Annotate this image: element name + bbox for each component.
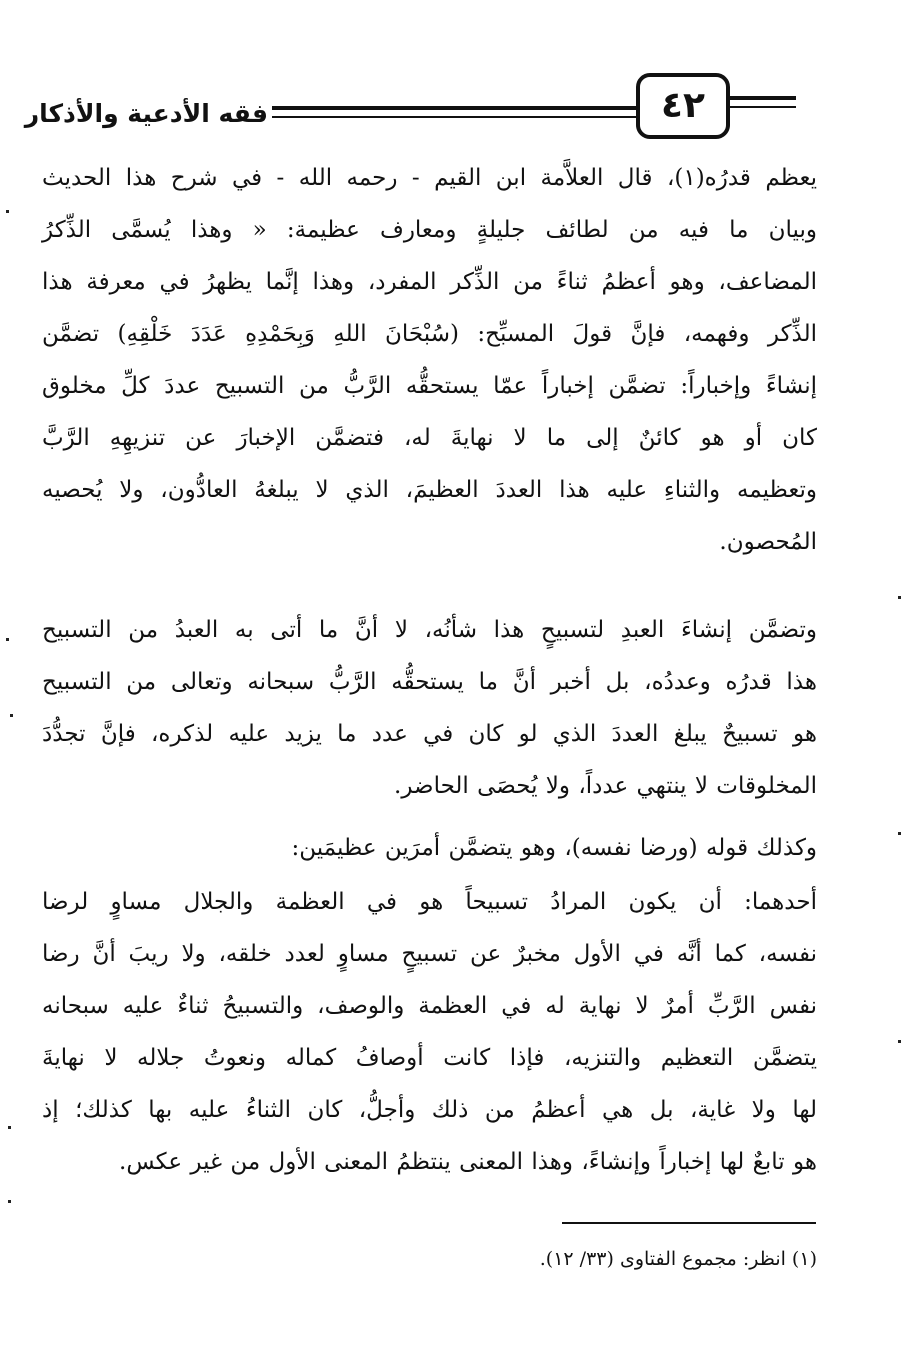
scan-speck — [8, 1200, 11, 1203]
text-line: المضاعف، وهو أعظمُ ثناءً من الذِّكر المفرد، وهذا إنَّما يظهرُ في معرفة هذا — [42, 269, 817, 295]
text-line: وتضمَّن إنشاءَ العبدِ لتسبيحٍ هذا شأنُه، لا أنَّ ما أتى به العبدُ من التسبيح — [42, 617, 817, 643]
running-header-title: فقه الأدعية والأذكار — [24, 99, 268, 128]
text-line: هو تابعٌ لها إخباراً وإنشاءً، وهذا المعنى ينتظمُ المعنى الأول من غير عكس. — [119, 1149, 817, 1175]
scan-speck — [10, 714, 13, 717]
scan-speck — [6, 638, 9, 641]
footnote: (١) انظر: مجموع الفتاوى (٣٣/ ١٢). — [539, 1248, 817, 1270]
text-line: يتضمَّن التعظيم والتنزيه، فإذا كانت أوصافُ كماله ونعوتُ جلاله لا نهايةَ — [42, 1045, 817, 1071]
header-rule-right-top — [730, 96, 796, 100]
text-line: المخلوقات لا ينتهي عدداً، ولا يُحصَى الحاضر. — [394, 773, 817, 799]
text-line: هذا قدرُه وعددُه، بل أخبر أنَّ ما يستحقُّه الرَّبُّ سبحانه وتعالى من التسبيح — [42, 669, 817, 695]
text-line: نفسه، كما أنَّه في الأول مخبرٌ عن تسبيحٍ مساوٍ لعدد خلقه، ولا ريبَ أنَّ رضا — [42, 941, 817, 967]
scan-speck — [898, 832, 901, 835]
header-rule-left-bottom — [272, 116, 638, 118]
text-line: كان أو هو كائنٌ إلى ما لا نهايةَ له، فتضمَّن الإخبارَ عن تنزيهِهِ الرَّبَّ — [42, 425, 817, 451]
footnote-divider — [562, 1222, 816, 1224]
scan-speck — [898, 596, 901, 599]
scan-speck — [898, 1040, 901, 1043]
text-line: وكذلك قوله (ورضا نفسه)، وهو يتضمَّن أمرَين عظيمَين: — [291, 835, 817, 861]
text-line: هو تسبيحٌ يبلغ العددَ الذي لو كان في عدد ما يزيد عليه لذكره، فإنَّ تجدُّدَ — [42, 721, 817, 747]
paragraph-3 — [42, 822, 817, 874]
page-number: ٤٢ — [661, 85, 705, 126]
text-line: المُحصون. — [719, 529, 817, 555]
paragraph-1 — [42, 152, 817, 568]
paragraph-2 — [42, 604, 817, 812]
text-line: وبيان ما فيه من لطائف جليلةٍ ومعارف عظيمة: « وهذا يُسمَّى الذِّكرُ — [42, 217, 817, 243]
scan-speck — [8, 1126, 11, 1129]
paragraph-4 — [42, 876, 817, 1188]
text-line: أحدهما: أن يكون المرادُ تسبيحاً هو في العظمة والجلال مساوٍ لرضا — [42, 889, 817, 915]
text-line: نفس الرَّبِّ أمرٌ لا نهاية له في العظمة والوصف، والتسبيحُ ثناءٌ عليه سبحانه — [42, 993, 817, 1019]
header-rule-left-top — [272, 106, 638, 110]
text-line: إنشاءً وإخباراً: تضمَّن إخباراً عمّا يستحقُّه الرَّبُّ من التسبيح عددَ كلِّ مخلوق — [42, 373, 817, 399]
page-number-box — [636, 73, 730, 139]
text-line: وتعظيمه والثناءِ عليه هذا العددَ العظيمَ، الذي لا يبلغهُ العادُّون، ولا يُحصيه — [42, 477, 817, 503]
header-rule-right-bottom — [730, 106, 796, 108]
text-line: الذِّكر وفهمه، فإنَّ قولَ المسبِّح: (سُبْحَانَ اللهِ وَبِحَمْدِهِ عَدَدَ خَلْقِهِ) تضمَّن — [42, 321, 817, 347]
text-line: يعظم قدرُه(١)، قال العلاَّمة ابن القيم - رحمه الله - في شرح هذا الحديث — [42, 165, 817, 191]
text-line: لها ولا غاية، بل هي أعظمُ من ذلك وأجلُّ، كان الثناءُ عليه بها كذلك؛ إذ — [42, 1097, 817, 1123]
scan-speck — [6, 210, 9, 213]
